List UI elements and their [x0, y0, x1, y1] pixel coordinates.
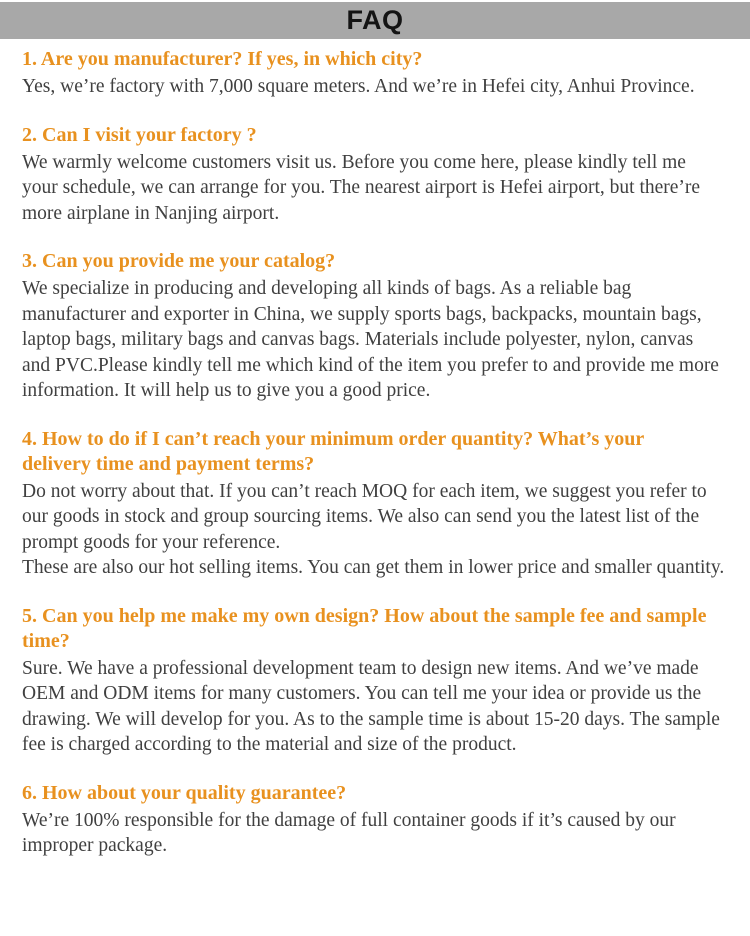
- faq-item-4: [22, 427, 726, 581]
- faq-item-2: [22, 123, 726, 227]
- faq-question: 1. Are you manufacturer? If yes, in which city?: [22, 48, 423, 70]
- faq-answer: These are also our hot selling items. You can get them in lower price and smaller quantity.: [22, 557, 725, 578]
- page-title: FAQ: [346, 5, 404, 35]
- faq-item-3: [22, 249, 726, 404]
- faq-answer: We specialize in producing and developing all kinds of bags. As a reliable bag manufacturer and exporter in China, we supply sports bags, backpacks, mountain bags, laptop bags, military bags and canvas bags. Materials include polyester, nylon, canvas and PVC.Please kindly tell me which kind of the item you prefer to and provide me more information. It will help us to give you a good price.: [22, 278, 719, 401]
- faq-question: 5. Can you help me make my own design? How about the sample fee and sample time?: [22, 604, 707, 652]
- faq-answer: We’re 100% responsible for the damage of full container goods if it’s caused by our improper package.: [22, 809, 676, 856]
- faq-answer: Do not worry about that. If you can’t reach MOQ for each item, we suggest you refer to our goods in stock and group sourcing items. We also can send you the latest list of the prompt goods for your reference.: [22, 480, 707, 553]
- faq-question: 6. How about your quality guarantee?: [22, 781, 347, 804]
- faq-answer: Yes, we’re factory with 7,000 square meters. And we’re in Hefei city, Anhui Province.: [22, 76, 695, 97]
- faq-list: [0, 39, 750, 859]
- faq-item-6: [22, 781, 726, 859]
- faq-question: 2. Can I visit your factory ?: [22, 123, 257, 146]
- faq-answer: Sure. We have a professional development team to design new items. And we’ve made OEM and ODM items for many customers. You can tell me your idea or provide us the drawing. We will develop for you. As to the sample time is about 15-20 days. The sample fee is charged according to the material and size of the product.: [22, 657, 720, 755]
- faq-answer: We warmly welcome customers visit us. Before you come here, please kindly tell me your schedule, we can arrange for you. The nearest airport is Hefei airport, but there’re more airplane in Nanjing airport.: [22, 151, 701, 224]
- faq-item-5: [22, 604, 726, 758]
- faq-item-1: [22, 47, 726, 100]
- faq-header: [0, 2, 750, 39]
- faq-question: 4. How to do if I can’t reach your minimum order quantity? What’s your delivery time and payment terms?: [22, 427, 644, 475]
- faq-question: 3. Can you provide me your catalog?: [22, 250, 336, 272]
